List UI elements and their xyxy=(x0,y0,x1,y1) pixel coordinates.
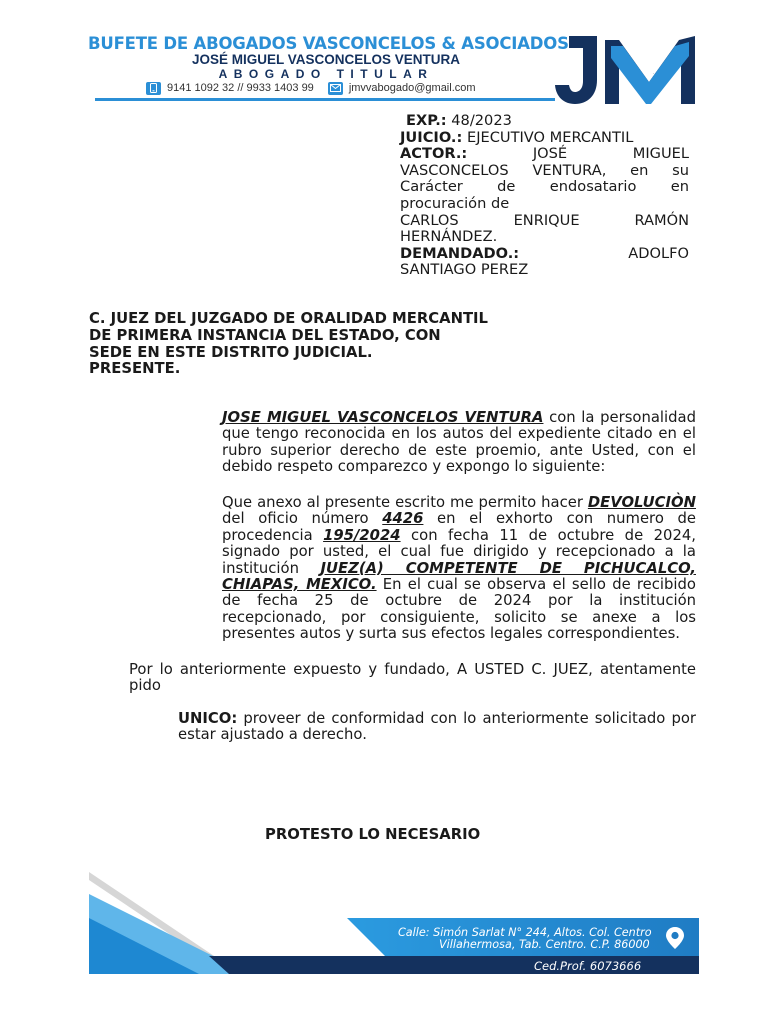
promovente-name: JOSE MIGUEL VASCONCELOS VENTURA xyxy=(222,409,544,426)
exp-label: EXP.: xyxy=(406,112,447,129)
paragraph-devolucion xyxy=(89,495,696,643)
devolucion-text-c: en el exhorto con numero de procedencia xyxy=(222,510,696,544)
jm-logo xyxy=(553,34,701,110)
lawyer-name: JOSÉ MIGUEL VASCONCELOS VENTURA xyxy=(191,52,461,67)
footer-cedula: Ced.Prof. 6073666 xyxy=(534,959,642,973)
unico-label: UNICO: xyxy=(178,710,238,727)
addressee-block xyxy=(89,311,569,378)
procedencia-number: 195/2024 xyxy=(323,526,401,544)
demandado-label: DEMANDADO.: xyxy=(400,244,520,262)
actor-party-c: RAMÓN xyxy=(634,211,689,229)
devolucion-term: DEVOLUCIÒN xyxy=(587,494,696,511)
logo-text: JM xyxy=(653,74,655,75)
institucion-name: JUEZ(A) COMPETENTE DE PICHUCALCO, CHIAPAS, MEXICO. xyxy=(222,559,696,594)
actor-party-line xyxy=(400,213,689,230)
paragraph-unico xyxy=(89,711,696,744)
case-block xyxy=(400,113,689,279)
juicio-value: EJECUTIVO MERCANTIL xyxy=(466,128,634,146)
firm-name: BUFETE DE ABOGADOS VASCONCELOS & ASOCIADOS xyxy=(88,34,569,53)
actor-party-end: HERNÁNDEZ. xyxy=(400,228,498,246)
actor-label: ACTOR.: xyxy=(400,145,468,163)
addressee-line: C. JUEZ DEL JUZGADO DE ORALIDAD MERCANTIL xyxy=(89,310,488,327)
devolucion-text-d: con fecha 11 de octubre de 2024, signado por usted, el cual fue dirigido y recepcionado a la institución xyxy=(222,526,696,577)
exp-value: 48/2023 xyxy=(451,112,512,129)
addressee-line: DE PRIMERA INSTANCIA DEL ESTADO, CON xyxy=(89,326,441,344)
phone-icon xyxy=(146,82,161,95)
footer-address-line1: Calle: Simón Sarlat N° 244, Altos. Col. Centro xyxy=(398,926,652,939)
lawyer-title: ABOGADO TITULAR xyxy=(218,67,434,81)
paragraph-petition: Por lo anteriormente expuesto y fundado, A USTED C. JUEZ, atentamente pido xyxy=(129,661,696,695)
paragraph-intro xyxy=(89,410,696,476)
juicio-line xyxy=(400,130,689,147)
oficio-number: 4426 xyxy=(382,510,424,528)
demandado-rest: SANTIAGO PEREZ xyxy=(400,261,529,279)
actor-party-b: ENRIQUE xyxy=(513,211,580,229)
contact-row xyxy=(146,80,476,96)
juicio-label: JUICIO.: xyxy=(400,128,463,146)
addressee-line: SEDE EN ESTE DISTRITO JUDICIAL. xyxy=(89,343,373,361)
footer-address-line2: Villahermosa, Tab. Centro. C.P. 86000 xyxy=(439,938,650,951)
demandado-first: ADOLFO xyxy=(628,244,689,262)
devolucion-text-b: del oficio número xyxy=(222,510,383,528)
addressee-line: PRESENTE. xyxy=(89,360,181,378)
mail-icon xyxy=(328,82,343,95)
actor-party-a: CARLOS xyxy=(400,211,459,229)
phone-numbers: 9141 1092 32 // 9933 1403 99 xyxy=(167,82,314,94)
actor-first: JOSÉ xyxy=(532,145,568,163)
actor-line xyxy=(400,146,689,163)
devolucion-text-a: Que anexo al presente escrito me permito hacer xyxy=(222,494,588,511)
closing-protesto: PROTESTO LO NECESARIO xyxy=(265,826,481,843)
unico-text: proveer de conformidad con lo anteriormente solicitado por estar ajustado a derecho. xyxy=(178,710,696,744)
demandado-line xyxy=(400,246,689,263)
letterhead-rule xyxy=(95,98,555,101)
exp-line xyxy=(400,113,689,130)
devolucion-text-e: En el cual se observa el sello de recibido de fecha 25 de octubre de 2024 por la institución recepcionado, por consiguiente, solicito se anexe a los presentes autos y surta sus efectos legales correspondientes. xyxy=(222,576,696,643)
actor-rest: VASCONCELOS VENTURA, en su Carácter de endosatario en procuración de xyxy=(400,161,689,212)
intro-text: con la personalidad que tengo reconocida en los autos del expediente citado en el rubro superior derecho de este proemio, ante Usted, con el debido respeto comparezco y expongo lo siguiente: xyxy=(222,409,696,476)
actor-second: MIGUEL xyxy=(632,145,689,163)
location-pin-icon xyxy=(665,926,685,954)
email-address: jmvvabogado@gmail.com xyxy=(348,82,476,94)
